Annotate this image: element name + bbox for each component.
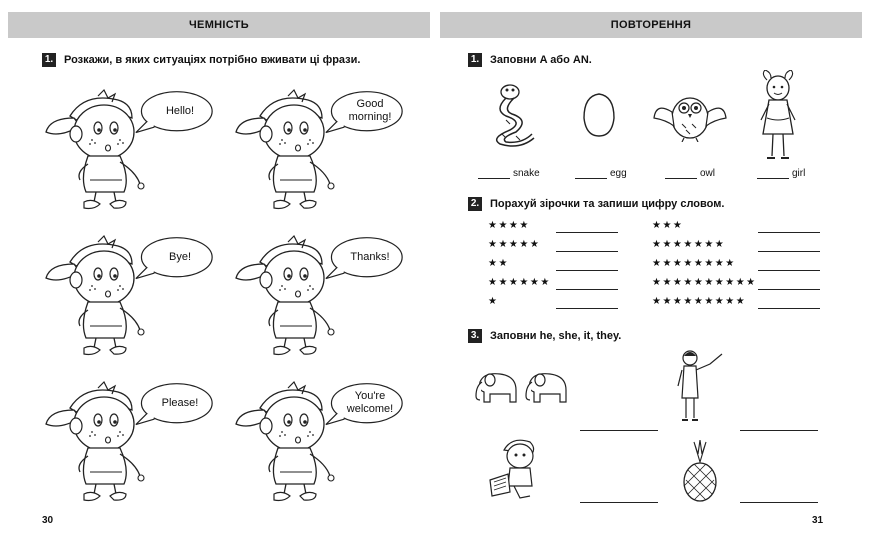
- word-girl: girl: [757, 168, 805, 179]
- task-number: 3.: [468, 329, 482, 343]
- bubble-line-1: Please!: [161, 396, 199, 409]
- owl-icon: [652, 88, 728, 142]
- answer-line-reading-boy[interactable]: [580, 502, 658, 503]
- star-row: ★★: [488, 258, 509, 269]
- pineapple-icon: [680, 440, 720, 502]
- answer-line[interactable]: [556, 308, 618, 309]
- right-task-1: [468, 53, 592, 67]
- answer-line-pineapple[interactable]: [740, 502, 818, 503]
- bubble-line-1: You're: [354, 390, 386, 402]
- speech-bubble-hello: [140, 88, 220, 140]
- left-page-number: 30: [42, 515, 54, 526]
- star-row: ★★★★★★★★★: [652, 296, 747, 307]
- elephants-icon: [474, 368, 574, 410]
- answer-blank[interactable]: [478, 169, 510, 179]
- answer-line[interactable]: [556, 232, 618, 233]
- star-row: ★★★★★★★★★★: [652, 277, 757, 288]
- answer-line[interactable]: [758, 251, 820, 252]
- bubble-line-1: Thanks!: [350, 250, 390, 263]
- snake-icon: [480, 80, 538, 150]
- bubble-line-1: Hello!: [165, 104, 195, 117]
- task-instruction: Порахуй зірочки та запиши цифру словом.: [490, 198, 725, 210]
- star-row: ★★★★★★★★: [652, 258, 736, 269]
- right-page-number: 31: [812, 515, 824, 526]
- right-task-3: [468, 329, 621, 343]
- teacher-icon: [676, 348, 726, 426]
- answer-line[interactable]: [758, 308, 820, 309]
- reading-boy-icon: [486, 436, 546, 500]
- task-instruction: Заповни he, she, it, they.: [490, 330, 622, 342]
- word-snake: snake: [478, 168, 540, 179]
- word-egg: egg: [575, 168, 627, 179]
- speech-bubble-thanks: [330, 234, 410, 286]
- task-instruction: Розкажи, в яких ситуаціях потрібно вживати ці фрази.: [64, 54, 361, 66]
- answer-line[interactable]: [758, 289, 820, 290]
- word-owl: owl: [665, 168, 715, 179]
- right-task-2: [468, 197, 724, 211]
- task-number: 2.: [468, 197, 482, 211]
- answer-line[interactable]: [758, 270, 820, 271]
- speech-bubble-bye: [140, 234, 220, 286]
- bubble-line-2: welcome!: [346, 403, 394, 415]
- star-row: ★★★★★: [488, 239, 541, 250]
- answer-line[interactable]: [556, 270, 618, 271]
- bubble-line-1: Bye!: [168, 250, 191, 263]
- right-page-header: ПОВТОРЕННЯ: [440, 12, 862, 38]
- speech-bubble-youre-welcome: [330, 380, 410, 432]
- answer-blank[interactable]: [757, 169, 789, 179]
- bubble-line-2: morning!: [348, 111, 392, 123]
- star-row: ★★★★: [488, 220, 530, 231]
- answer-blank[interactable]: [575, 169, 607, 179]
- speech-bubble-good-morning: [330, 88, 410, 140]
- star-row: ★: [488, 296, 499, 307]
- answer-line[interactable]: [758, 232, 820, 233]
- star-row: ★★★★★★★: [652, 239, 726, 250]
- girl-icon: [757, 70, 799, 164]
- task-instruction: Заповни A або AN.: [490, 54, 592, 66]
- answer-blank[interactable]: [665, 169, 697, 179]
- answer-line[interactable]: [556, 251, 618, 252]
- task-number: 1.: [42, 53, 56, 67]
- bubble-line-1: Good: [356, 98, 384, 110]
- egg-icon: [582, 92, 616, 138]
- answer-line-teacher[interactable]: [740, 430, 818, 431]
- answer-line-elephants[interactable]: [580, 430, 658, 431]
- star-row: ★★★: [652, 220, 684, 231]
- star-row: ★★★★★★: [488, 277, 551, 288]
- task-number: 1.: [468, 53, 482, 67]
- speech-bubble-please: [140, 380, 220, 432]
- answer-line[interactable]: [556, 289, 618, 290]
- left-page-header: ЧЕМНІСТЬ: [8, 12, 430, 38]
- left-task-1: [42, 53, 360, 67]
